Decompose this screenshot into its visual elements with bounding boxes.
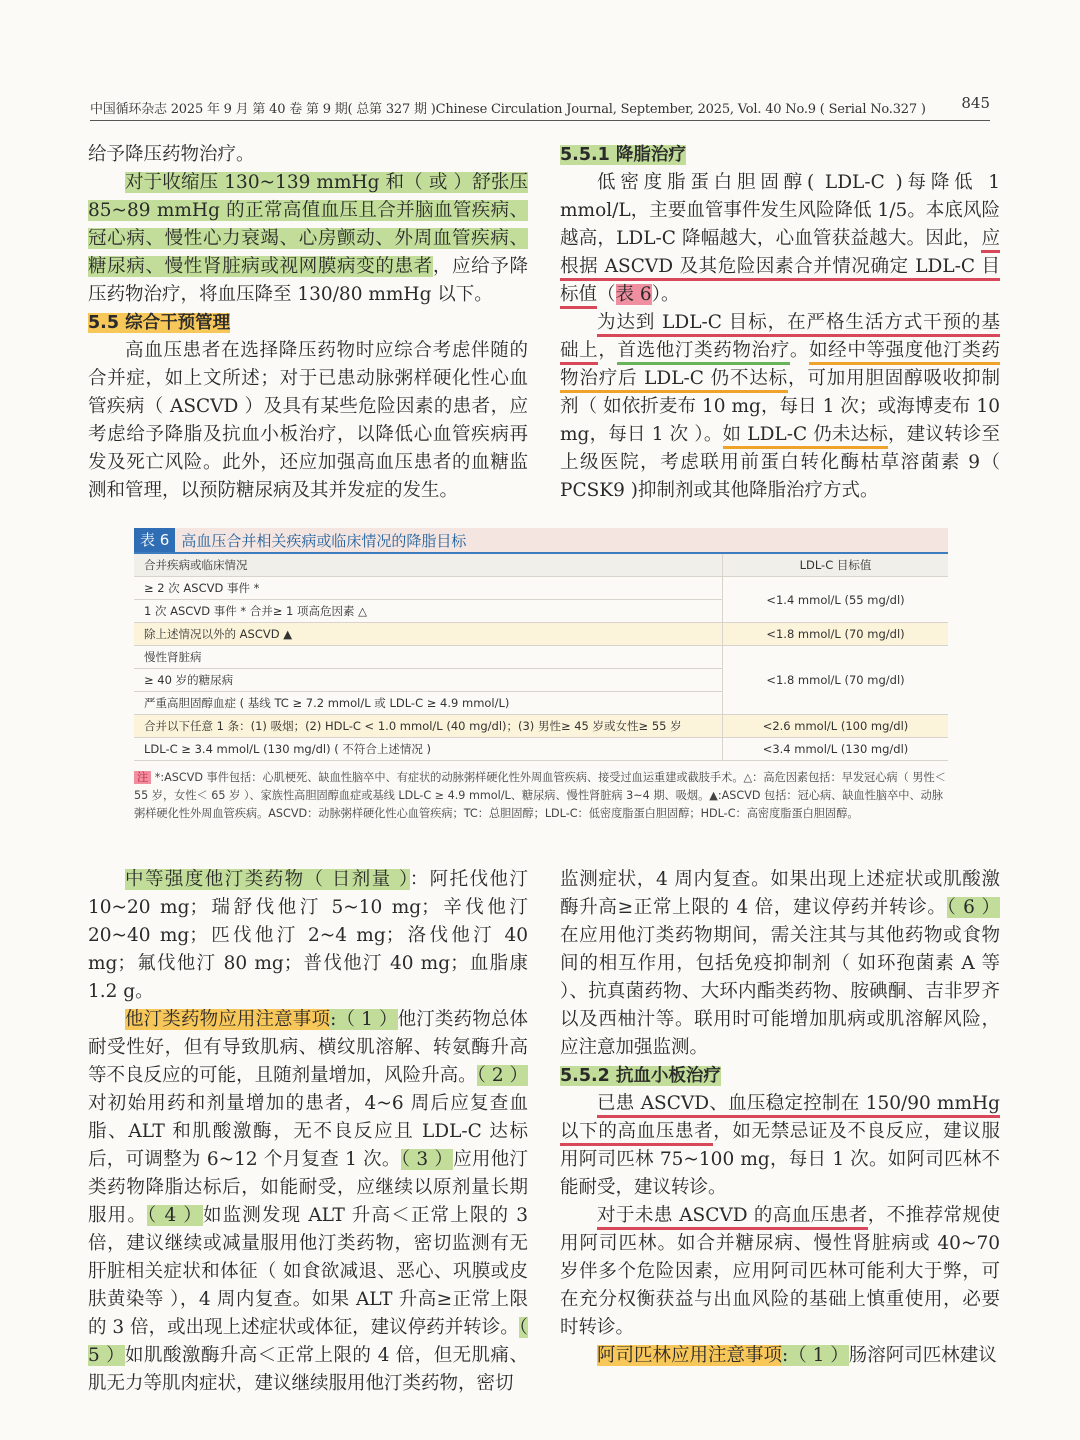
- text: ：阿托伐他汀 10~20 mg；瑞舒伐他汀 5~10 mg；辛伐他汀 20~40 mg；匹伐他汀 2~4 mg；洛伐他汀 40 mg；氟伐他汀 80 mg；普伐他汀 40 mg；血脂康 1.2 g。: [88, 869, 528, 1002]
- paragraph-statin-first: [560, 309, 1000, 505]
- table-number: 表 6: [134, 528, 175, 552]
- highlight-text: 阿司匹林应用注意事项: [597, 1345, 783, 1366]
- list-number: :（ 1 ）: [330, 1009, 398, 1030]
- table-cell: 严重高胆固醇血症 ( 基线 TC ≥ 7.2 mmol/L 或 LDL-C ≥ 4.9 mmol/L): [134, 692, 723, 715]
- table-reference-link[interactable]: 表 6: [615, 284, 652, 305]
- text: 对初始用药和剂量增加的患者，4~6 周后应复查血脂、ALT 和肌酸激酶，无不良反应且 LDL-C 达标后，可调整为 6~12 个月复查 1 次。: [88, 1093, 528, 1170]
- highlight-text: 对于收缩压 130~139 mmHg 和（ 或 ）舒张压 85~89 mmHg 的正常高值血压且合并脑血管疾病、冠心病、慢性心力衰竭、心房颤动、外周血管疾病、糖尿病、慢性肾脏病或视网膜病变的患者: [88, 172, 528, 277]
- paragraph-continued: [560, 866, 1000, 1062]
- table-title: 高血压合并相关疾病或临床情况的降脂目标: [181, 531, 467, 550]
- paragraph-comprehensive: [88, 337, 528, 505]
- list-number: （ 4 ）: [147, 1205, 203, 1226]
- table-cell: <3.4 mmol/L (130 mg/dl): [723, 738, 949, 761]
- footnote-label: 注: [134, 771, 151, 784]
- section-heading-5-5-1: [560, 141, 1000, 169]
- underlined-text: 如 LDL-C 仍未达标: [723, 424, 888, 449]
- table-cell: <1.8 mmol/L (70 mg/dl): [723, 623, 949, 646]
- left-column-top: [88, 141, 528, 505]
- table-row: [134, 715, 948, 738]
- paragraph-aspirin-precautions: [560, 1342, 1000, 1370]
- list-number: （ 3 ）: [400, 1149, 454, 1170]
- table-cell: ≥ 40 岁的糖尿病: [134, 669, 723, 692]
- running-header: [90, 96, 990, 121]
- text: 应用他汀类药物降脂达标后，如能耐受，应继续以原剂量长期服用。: [88, 1149, 528, 1226]
- table-title-bar: [134, 528, 948, 554]
- paragraph: [88, 141, 528, 169]
- text: ，如无禁忌证及不良反应，建议服用阿司匹林 75~100 mg，每日 1 次。如阿司匹林不能耐受，建议转诊。: [560, 1121, 1000, 1198]
- paragraph-statin-precautions: [88, 1006, 528, 1398]
- underlined-text: 首选他汀类药物治疗: [617, 340, 789, 365]
- list-number: （ 6 ）: [946, 897, 1000, 918]
- table-footnote: [134, 769, 948, 823]
- text: 低密度脂蛋白胆固醇( LDL-C )每降低 1 mmol/L，主要血管事件发生风险降低 1/5。本底风险越高，LDL-C 降幅越大，心血管获益越大。因此，: [560, 172, 1000, 249]
- table-cell: 1 次 ASCVD 事件 * 合并≥ 1 项高危因素 △: [134, 600, 723, 623]
- paragraph-ldl: [560, 169, 1000, 309]
- table-cell: <1.8 mmol/L (70 mg/dl): [723, 646, 949, 715]
- journal-citation: 中国循环杂志 2025 年 9 月 第 40 卷 第 9 期( 总第 327 期 )Chinese Circulation Journal, September, 2025, Vol. 40 No.9 ( Serial No.327 ): [90, 102, 926, 117]
- table-cell: <2.6 mmol/L (100 mg/dl): [723, 715, 949, 738]
- table-row: [134, 577, 948, 600]
- highlight-text: 他汀类药物应用注意事项: [125, 1009, 331, 1030]
- underlined-text: 如经中等强度他汀类药物治疗后 LDL-C 仍不达标: [560, 340, 1000, 393]
- text: ，: [598, 340, 618, 361]
- highlight-text: 中等强度他汀类药物（ 日剂量 ）: [125, 869, 410, 890]
- table-cell: ≥ 2 次 ASCVD 事件 *: [134, 577, 723, 600]
- column-header: 合并疾病或临床情况: [134, 554, 723, 577]
- paragraph-hypertension-high-normal: [88, 169, 528, 309]
- underlined-text: 为达到 LDL-C 目标，在严格生活方式干预的基础上: [560, 312, 1000, 365]
- list-number: （ 5 ）: [88, 1317, 528, 1366]
- text: ，应给予降压药物治疗，将血压降至 130/80 mmHg 以下。: [88, 256, 528, 305]
- text: （: [597, 284, 616, 305]
- table-row: [134, 646, 948, 669]
- page-number: 845: [961, 94, 990, 112]
- table-6: [134, 528, 948, 823]
- heading-text: 5.5 综合干预管理: [88, 313, 231, 333]
- table-cell: 合并以下任意 1 条：(1) 吸烟；(2) HDL-C < 1.0 mmol/L (40 mg/dl)；(3) 男性≥ 45 岁或女性≥ 55 岁: [134, 715, 723, 738]
- list-number: :（ 1 ）: [782, 1345, 849, 1366]
- paragraph-moderate-statins: [88, 866, 528, 1006]
- table-cell: <1.4 mmol/L (55 mg/dl): [723, 577, 949, 623]
- text: 在应用他汀类药物期间，需关注其与其他药物或食物间的相互作用，包括免疫抑制剂（ 如环孢菌素 A 等 ）、抗真菌药物、大环内酯类药物、胺碘酮、吉非罗齐以及西柚汁等。联用时可能增加肌病或肌溶解风险，应注意加强监测。: [560, 925, 1000, 1058]
- underlined-text: 对于未患 ASCVD 的高血压患者: [597, 1205, 868, 1230]
- table-row: [134, 738, 948, 761]
- section-heading-5-5: [88, 309, 528, 337]
- text: 。: [789, 340, 810, 361]
- table-header-row: [134, 554, 948, 577]
- underlined-text: 已患 ASCVD、血压稳定控制在 150/90 mmHg 以下的高血压患者: [560, 1093, 1000, 1146]
- heading-text: 5.5.2 抗血小板治疗: [560, 1066, 721, 1086]
- right-column-top: [560, 141, 1000, 505]
- text: 给予降压药物治疗。: [88, 144, 255, 165]
- list-number: （ 2 ）: [476, 1065, 528, 1086]
- table-row: [134, 623, 948, 646]
- underlined-text: 应根据 ASCVD 及其危险因素合并情况确定 LDL-C 目标值: [560, 228, 1000, 309]
- heading-text: 5.5.1 降脂治疗: [560, 145, 686, 165]
- text: ，不推荐常规使用阿司匹林。如合并糖尿病、慢性肾脏病或 40~70 岁伴多个危险因素，应用阿司匹林可能利大于弊，可在充分权衡获益与出血风险的基础上慎重使用，必要时转诊。: [560, 1205, 1000, 1338]
- text: ，可加用胆固醇吸收抑制剂（ 如依折麦布 10 mg，每日 1 次；或海博麦布 10 mg，每日 1 次 ）。: [560, 368, 1000, 445]
- text: ）。: [651, 284, 680, 305]
- text: 他汀类药物总体耐受性好，但有导致肌病、横纹肌溶解、转氨酶升高等不良反应的可能，且随剂量增加，风险升高。: [88, 1009, 528, 1086]
- right-column-bottom: [560, 866, 1000, 1370]
- table-cell: 除上述情况以外的 ASCVD ▲: [134, 623, 723, 646]
- column-header: LDL-C 目标值: [723, 554, 949, 577]
- paragraph-no-ascvd: [560, 1202, 1000, 1342]
- table-cell: 慢性肾脏病: [134, 646, 723, 669]
- table-cell: LDL-C ≥ 3.4 mmol/L (130 mg/dl) ( 不符合上述情况 ): [134, 738, 723, 761]
- text: ，建议转诊至上级医院，考虑联用前蛋白转化酶枯草溶菌素 9（ PCSK9 )抑制剂或其他降脂治疗方式。: [560, 424, 1000, 501]
- section-heading-5-5-2: [560, 1062, 1000, 1090]
- left-column-bottom: [88, 866, 528, 1398]
- text: 肠溶阿司匹林建议: [848, 1345, 997, 1366]
- lipid-target-table: [134, 554, 948, 761]
- text: 如监测发现 ALT 升高＜正常上限的 3 倍，建议继续或减量服用他汀类药物，密切监测有无肝脏相关症状和体征（ 如食欲减退、恶心、巩膜或皮肤黄染等 ），4 周内复查。如果 ALT 升高≥正常上限的 3 倍，或出现上述症状或体征，建议停药并转诊。: [88, 1205, 528, 1338]
- footnote-text: *:ASCVD 事件包括：心肌梗死、缺血性脑卒中、有症状的动脉粥样硬化性外周血管疾病、接受过血运重建或截肢手术。△：高危因素包括：早发冠心病（ 男性＜ 55 岁，女性＜ 65 岁 ）、家族性高胆固醇血症或基线 LDL-C ≥ 4.9 mmol/L、糖尿病、慢性肾脏病 3~4 期、吸烟。▲:ASCVD 包括：冠心病、缺血性脑卒中、动脉粥样硬化性外周血管疾病。ASCVD：动脉粥样硬化性心血管疾病；TC：总胆固醇；LDL-C：低密度脂蛋白胆固醇；HDL-C：高密度脂蛋白胆固醇。: [134, 771, 946, 820]
- text: 监测症状，4 周内复查。如果出现上述症状或肌酸激酶升高≥正常上限的 4 倍，建议停药并转诊。: [560, 869, 1000, 918]
- text: 如肌酸激酶升高＜正常上限的 4 倍，但无肌痛、肌无力等肌肉症状，建议继续服用他汀类药物，密切: [88, 1345, 528, 1394]
- text: 高血压患者在选择降压药物时应综合考虑伴随的合并症，如上文所述；对于已患动脉粥样硬化性心血管疾病（ ASCVD ）及具有某些危险因素的患者，应考虑给予降脂及抗血小板治疗，以降低心血管疾病再发及死亡风险。此外，还应加强高血压患者的血糖监测和管理，以预防糖尿病及其并发症的发生。: [88, 340, 528, 501]
- paragraph-antiplatelet: [560, 1090, 1000, 1202]
